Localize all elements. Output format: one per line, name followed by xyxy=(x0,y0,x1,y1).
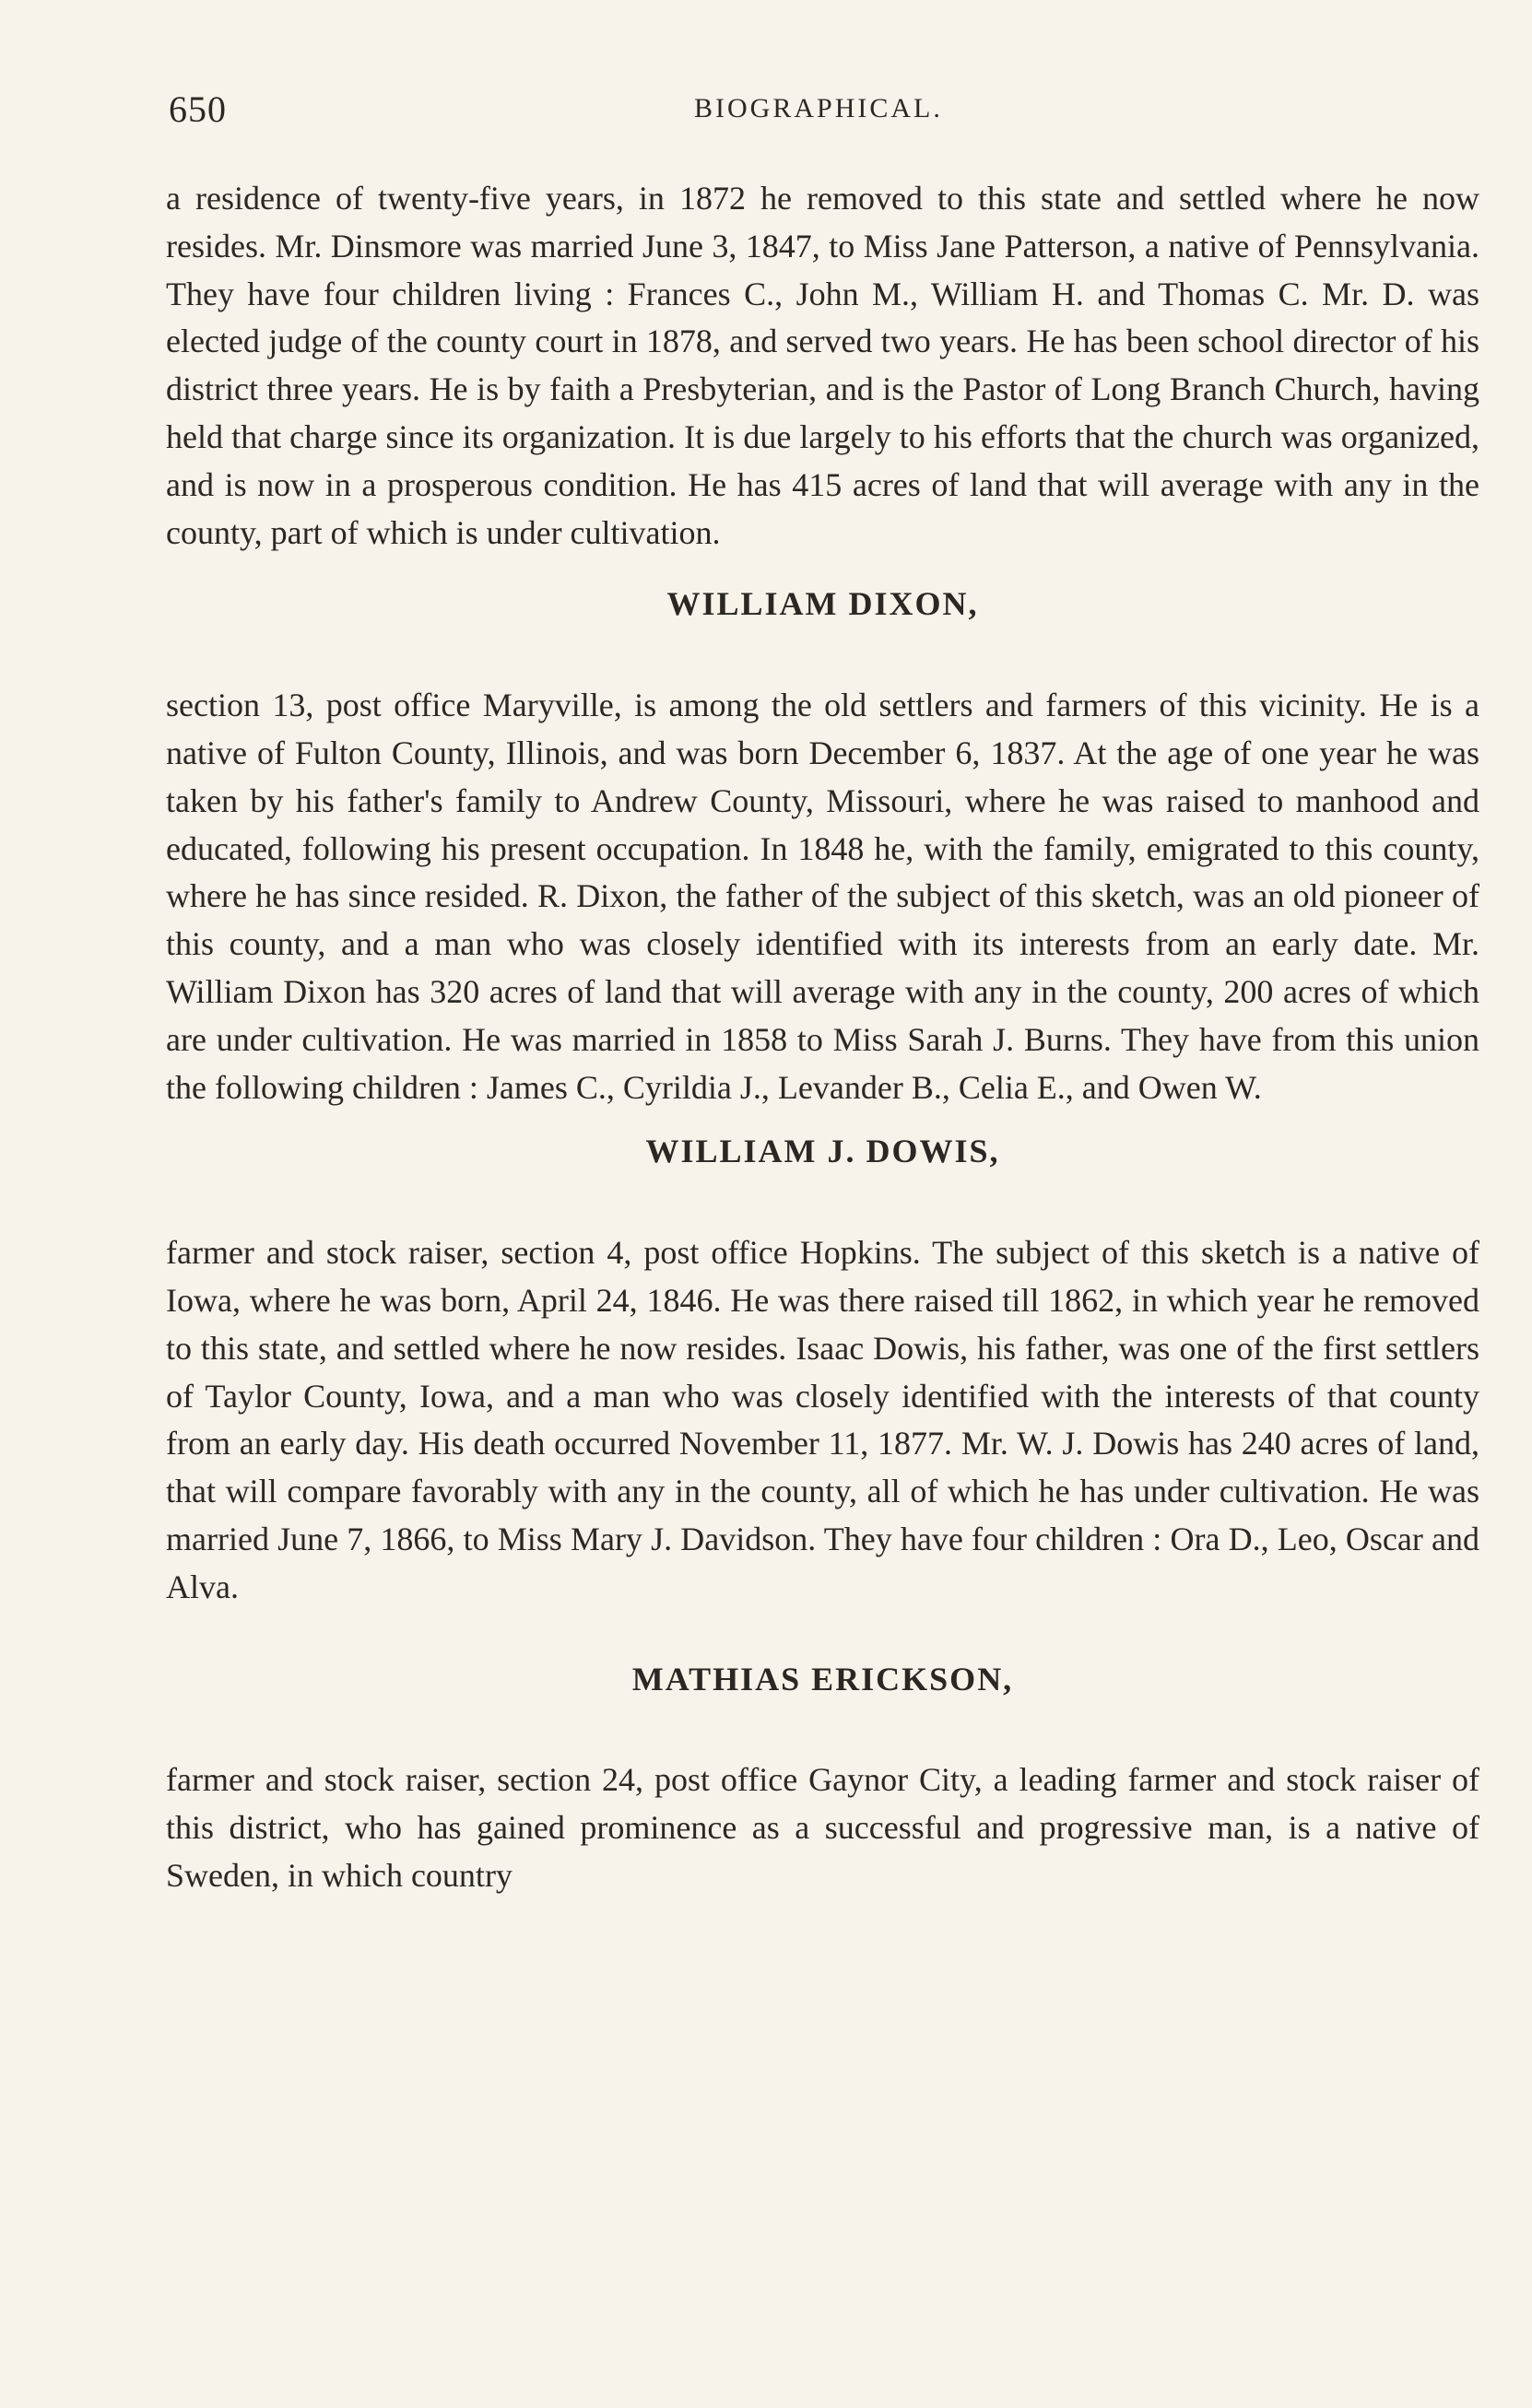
heading-william-dixon: WILLIAM DIXON, xyxy=(666,585,979,623)
running-title: BIOGRAPHICAL. xyxy=(694,93,943,123)
paragraph-dinsmore-continued: a residence of twenty-five years, in 1872 he removed to this state and settled where he now resides. Mr. Dinsmore was married June 3, 1847, to Miss Jane Patterson, a native of Pennsylvania. They have four children living : Frances C., John M., William H. and Thomas C. Mr. D. was elected judge of the county court in 1878, and served two years. He has been school director of his district three years. He is by faith a Presbyterian, and is the Pastor of Long Branch Church, having held that charge since its organization. It is due largely to his efforts that the church was organized, and is now in a prosperous condition. He has 415 acres of land that will average with any in the county, part of which is under cultivation. xyxy=(166,180,1479,551)
paragraph-william-j-dowis: farmer and stock raiser, section 4, post office Hopkins. The subject of this sketch is a native of Iowa, where he was born, April 24, 1846. He was there raised till 1862, in which year he removed to this state, and settled where he now resides. Isaac Dowis, his father, was one of the first settlers of Taylor County, Iowa, and a man who was closely identified with the interests of that county from an early day. His death occurred November 11, 1877. Mr. W. J. Dowis has 240 acres of land, that will compare favorably with any in the county, all of which he has under cultivation. He was married June 7, 1866, to Miss Mary J. Davidson. They have four children : Ora D., Leo, Oscar and Alva. xyxy=(166,1234,1479,1605)
heading-william-j-dowis: WILLIAM J. DOWIS, xyxy=(645,1133,1000,1170)
running-head xyxy=(169,88,1478,143)
paragraph-mathias-erickson: farmer and stock raiser, section 24, post office Gaynor City, a leading farmer and stock raiser of this district, who has gained prominence as a successful and progressive man, is a native of Sweden, in which country xyxy=(166,1761,1479,1894)
heading-mathias-erickson: MATHIAS ERICKSON, xyxy=(631,1660,1014,1697)
body-text xyxy=(166,175,1479,1900)
paragraph-william-dixon: section 13, post office Maryville, is among the old settlers and farmers of this vicinity. He is a native of Fulton County, Illinois, and was born December 6, 1837. At the age of one year he was taken by his father's family to Andrew County, Missouri, where he was raised to manhood and educated, following his present occupation. In 1848 he, with the family, emigrated to this county, where he has since resided. R. Dixon, the father of the subject of this sketch, was an old pioneer of this county, and a man who was closely identified with its interests from an early date. Mr. William Dixon has 320 acres of land that will average with any in the county, 200 acres of which are under cultivation. He was married in 1858 to Miss Sarah J. Burns. They have from this union the following children : James C., Cyrildia J., Levander B., Celia E., and Owen W. xyxy=(166,687,1479,1106)
page-number: 650 xyxy=(169,88,227,130)
